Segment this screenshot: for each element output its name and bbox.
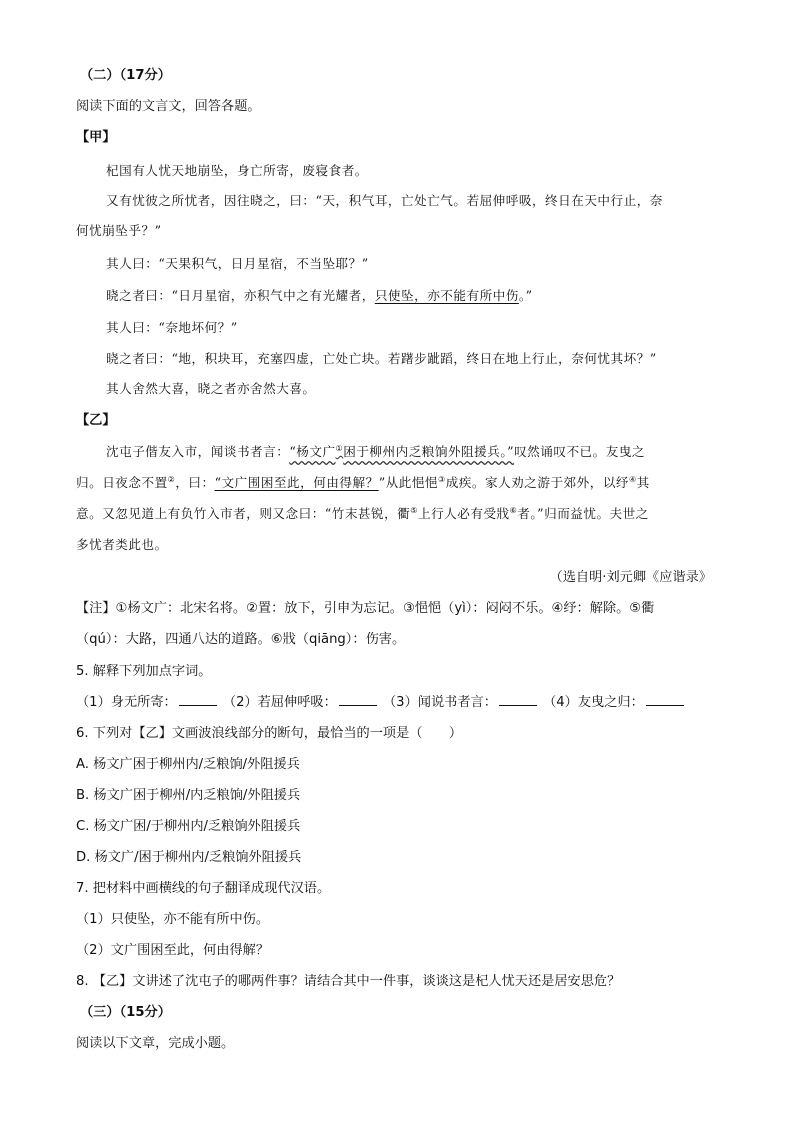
section3-heading: （三）（15分） bbox=[80, 1005, 171, 1020]
q5-item-4: （4）友曳之归： bbox=[543, 695, 644, 710]
q6-option-d[interactable]: D. 杨文广/困于柳州内/乏粮饷外阻援兵 bbox=[76, 850, 302, 865]
jia-paragraph-7: 其人舍然大喜，晓之者亦舍然大喜。 bbox=[106, 381, 316, 396]
q6-option-c[interactable]: C. 杨文广困/于柳州内/乏粮饷外阻援兵 bbox=[76, 819, 301, 834]
q5-answer-blank-3[interactable] bbox=[499, 693, 537, 706]
jia-p4-text-b: 。” bbox=[518, 288, 533, 303]
section2-instruction: 阅读下面的文言文，回答各题。 bbox=[76, 99, 261, 114]
yi-note-ref-6: ⑥ bbox=[509, 505, 518, 515]
jia-p4-underlined: 只使坠，亦不能有所中伤 bbox=[374, 288, 519, 303]
question-7: 7. 把材料中画横线的句子翻译成现代汉语。 bbox=[76, 881, 331, 896]
yi-l2-text-d: 成疾。家人劝之游于郊外，以纾 bbox=[445, 475, 629, 490]
q5-answer-blank-4[interactable] bbox=[646, 693, 684, 706]
yi-l1-text-b: 叹然诵叹不已。友曳之 bbox=[514, 444, 646, 459]
label-yi: 【乙】 bbox=[76, 413, 116, 428]
jia-paragraph-3: 其人曰：“天果积气，日月星宿，不当坠耶？” bbox=[106, 256, 369, 271]
yi-l1-wavy-b: 困于柳州内乏粮饷外阻援兵。” bbox=[343, 444, 515, 459]
notes-line-1: 【注】①杨文广：北宋名将。②置：放下，引申为忘记。③悒悒（yì）：闷闷不乐。④纾：解除。⑤衢 bbox=[76, 601, 655, 616]
yi-l1-text-a: 沈屯子偕友入市，闻谈书者言： bbox=[106, 444, 290, 459]
yi-note-ref-5: ⑤ bbox=[410, 505, 418, 515]
yi-l3-text-b: 上行人必有受戕 bbox=[417, 506, 510, 521]
yi-l2-underlined: “文广围困至此，何由得解？ bbox=[214, 475, 379, 490]
yi-note-ref-4: ④ bbox=[629, 474, 637, 484]
yi-l3-text-a: 意。又忽见道上有负竹入市者，则又念曰：“竹末甚锐，衢 bbox=[76, 506, 411, 521]
yi-line-4: 多忧者类此也。 bbox=[76, 537, 168, 552]
yi-line-1 bbox=[106, 441, 645, 460]
jia-paragraph-2a: 又有忧彼之所忧者，因往晓之，曰：“天，积气耳，亡处亡气。若屈伸呼吸，终日在天中行止，奈 bbox=[106, 193, 663, 208]
question-5-items bbox=[76, 691, 686, 710]
yi-line-3 bbox=[76, 503, 649, 522]
jia-p4-text-a: 晓之者曰：“日月星宿，亦积气中之有光耀者， bbox=[106, 288, 375, 303]
citation: （选自明·刘元卿《应谐录》 bbox=[549, 570, 712, 585]
yi-l2-text-b: ，曰： bbox=[175, 475, 215, 490]
notes-line-2: （qú）：大路，四通八达的道路。⑥戕（qiāng）：伤害。 bbox=[76, 632, 406, 647]
question-8: 8. 【乙】文讲述了沈屯子的哪两件事？请结合其中一件事，谈谈这是杞人忧天还是居安思危？ bbox=[76, 974, 621, 989]
section2-heading: （二）（17分） bbox=[80, 68, 171, 83]
question-6: 6. 下列对【乙】文画波浪线部分的断句，最恰当的一项是（ ） bbox=[76, 726, 463, 741]
q7-item-1: （1）只使坠，亦不能有所中伤。 bbox=[76, 912, 270, 927]
jia-paragraph-4 bbox=[106, 285, 533, 304]
jia-paragraph-6: 晓之者曰：“地，积块耳，充塞四虚，亡处亡块。若躇步跐蹈，终日在地上行止，奈何忧其坏？” bbox=[106, 351, 657, 366]
yi-l2-text-e: 其 bbox=[636, 475, 650, 490]
label-jia: 【甲】 bbox=[76, 130, 116, 145]
jia-paragraph-2b: 何忧崩坠乎？” bbox=[76, 223, 162, 238]
q6-option-b[interactable]: B. 杨文广困于柳州/内乏粮饷/外阻援兵 bbox=[76, 788, 301, 803]
section3-instruction: 阅读以下文章，完成小题。 bbox=[76, 1036, 235, 1051]
q5-answer-blank-2[interactable] bbox=[339, 693, 377, 706]
q5-item-1: （1）身无所寄： bbox=[76, 695, 177, 710]
yi-l1-wavy-a: “杨文广 bbox=[289, 444, 336, 459]
q5-answer-blank-1[interactable] bbox=[179, 693, 217, 706]
yi-note-ref-2: ② bbox=[167, 474, 176, 484]
q5-item-2: （2）若屈伸呼吸： bbox=[222, 695, 337, 710]
q6-option-a[interactable]: A. 杨文广困于柳州内/乏粮饷/外阻援兵 bbox=[76, 757, 300, 772]
yi-line-2 bbox=[76, 472, 650, 491]
yi-l2-text-c: ”从此悒悒 bbox=[378, 475, 439, 490]
yi-l3-text-c: 者。”归而益忧。夫世之 bbox=[517, 506, 649, 521]
jia-paragraph-1: 杞国有人忧天地崩坠，身亡所寄，废寝食者。 bbox=[106, 163, 368, 178]
q5-item-3: （3）闻说书者言： bbox=[383, 695, 497, 710]
jia-paragraph-5: 其人曰：“奈地坏何？” bbox=[106, 320, 238, 335]
q7-item-2: （2）文广围困至此，何由得解？ bbox=[76, 943, 270, 958]
yi-l2-text-a: 归。日夜念不置 bbox=[76, 475, 168, 490]
question-5: 5. 解释下列加点字词。 bbox=[76, 664, 212, 679]
yi-note-ref-3: ③ bbox=[438, 474, 446, 484]
yi-note-ref-1: ① bbox=[335, 443, 344, 453]
